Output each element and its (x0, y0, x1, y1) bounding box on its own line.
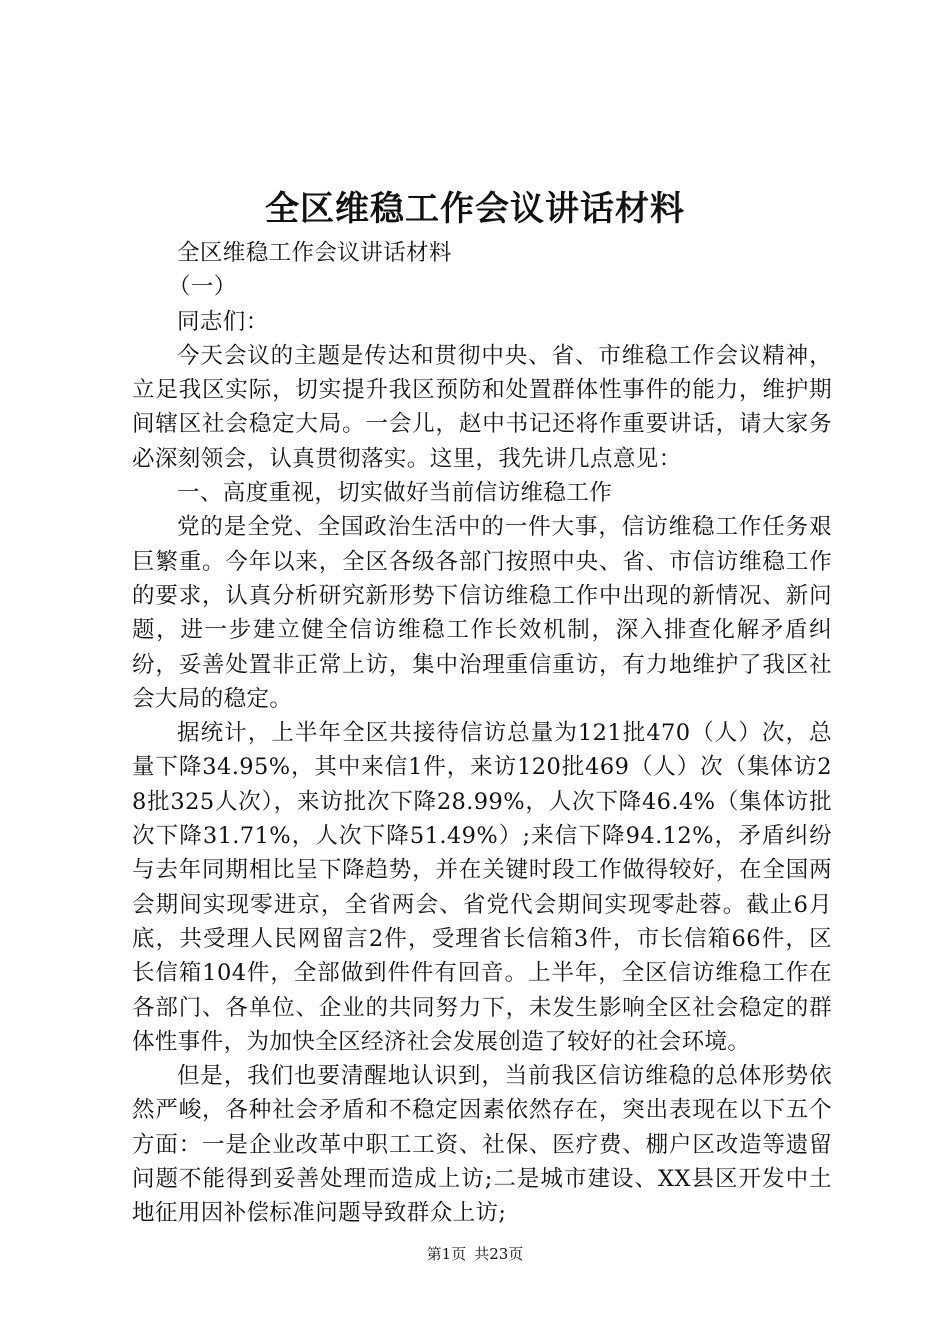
paragraph-challenges: 但是，我们也要清醒地认识到，当前我区信访维稳的总体形势依然严峻，各种社会矛盾和不稳定因素依然存在，突出表现在以下五个方面：一是企业改革中职工工资、社保、医疗费、棚户区改造等遗留问题不能得到妥善处理而造成上访;二是城市建设、XX县区开发中土地征用因补偿标准问题导致群众上访; (132, 1063, 832, 1227)
paragraph-statistics: 据统计，上半年全区共接待信访总量为121批470（人）次，总量下降34.95%，其中来信1件，来访120批469（人）次（集体访28批325人次），来访批次下降28.99%，人次下降46.4%（集体访批次下降31.71%，人次下降51.49%）;来信下降94.12%，矛盾纠纷与去年同期相比呈下降趋势，并在关键时段工作做得较好，在全国两会期间实现零进京，全省两会、省党代会期间实现零赴蓉。截止6月底，共受理人民网留言2件，受理省长信箱3件，市长信箱66件，区长信箱104件，全部做到件件有回音。上半年，全区信访维稳工作在各部门、各单位、企业的共同努力下，未发生影响全区社会稳定的群体性事件，为加快全区经济社会发展创造了较好的社会环境。 (132, 720, 832, 1055)
page-footer (0, 1244, 950, 1264)
page-number: 第1页 (426, 1245, 467, 1263)
document-title: 全区维稳工作会议讲话材料 (265, 189, 685, 229)
paragraph-salutation: 同志们： (177, 308, 269, 335)
page-total: 共23页 (474, 1245, 524, 1263)
section-heading: 一、高度重视，切实做好当前信访维稳工作 (177, 480, 613, 507)
paragraph-section-number: （一） (168, 274, 237, 301)
paragraph-overview: 党的是全党、全国政治生活中的一件大事，信访维稳工作任务艰巨繁重。今年以来，全区各级各部门按照中央、省、市信访维稳工作的要求，认真分析研究新形势下信访维稳工作中出现的新情况、新问题，进一步建立健全信访维稳工作长效机制，深入排查化解矛盾纠纷，妥善处置非正常上访，集中治理重信重访，有力地维护了我区社会大局的稳定。 (132, 514, 832, 712)
paragraph-subtitle: 全区维稳工作会议讲话材料 (177, 240, 452, 266)
document-body (132, 236, 832, 1231)
paragraph-intro: 今天会议的主题是传达和贯彻中央、省、市维稳工作会议精神，立足我区实际，切实提升我区预防和处置群体性事件的能力，维护期间辖区社会稳定大局。一会儿，赵中书记还将作重要讲话，请大家务必深刻领会，认真贯彻落实。这里，我先讲几点意见： (132, 342, 832, 472)
